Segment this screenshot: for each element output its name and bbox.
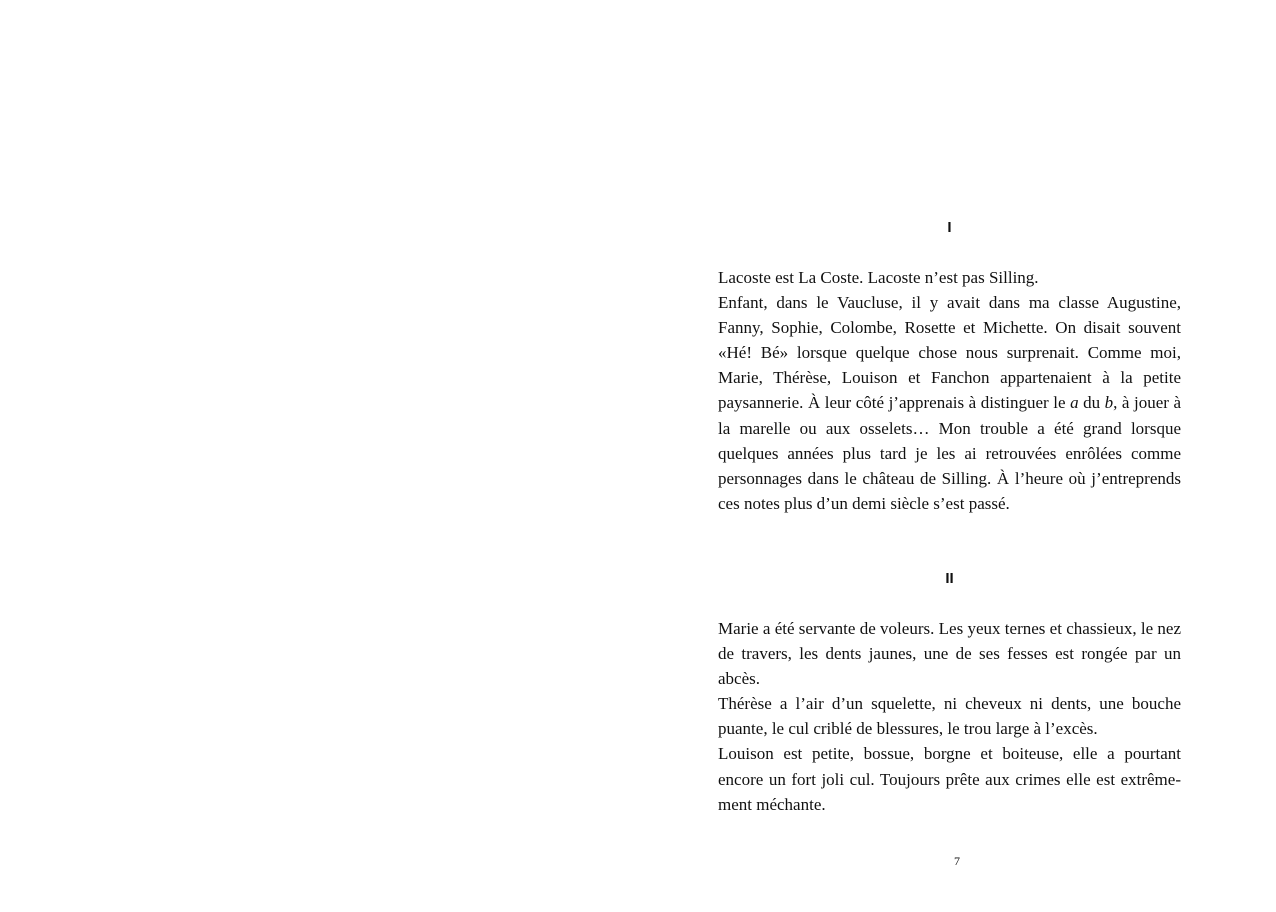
spacer <box>718 591 1181 616</box>
paragraph: Thérèse a l’air d’un squelette, ni cheveux ni dents, une bouche puante, le cul criblé de blessures, le trou large à l’excès. <box>718 694 1181 739</box>
section-heading-2: II <box>945 569 954 587</box>
italic-letter-b: b <box>1104 393 1114 413</box>
italic-letter-a: a <box>1070 393 1079 413</box>
paragraph: Lacoste est La Coste. Lacoste n’est pas Silling. <box>718 268 1039 287</box>
section-spacer <box>718 516 1181 566</box>
paragraph: Marie a été servante de voleurs. Les yeux ternes et chassieux, le nez de travers, les dents jaunes, une de ses fesses est rongée par un abcès. <box>718 618 1181 689</box>
paragraph: Enfant, dans le Vaucluse, il y avait dans ma classe Augustine, Fanny, Sophie, Colombe, Rosette et Michette. On disait souvent «Hé! Bé» lorsque quelque chose nous surprenait. Comme moi, Marie, Thérèse, Louison et Fanchon appartenaient à la petite paysannerie. À leur côté j’apprenais à distinguer le a du b, à jouer à la marelle ou aux osselets… Mon trouble a été grand lorsque quelques années plus tard je les ai retrouvées enrôlées comme personnages dans le château de Silling. À l’heure où j’entreprends ces notes plus d’un demi siècle s’est passé. <box>718 293 1182 513</box>
page-number-area <box>638 853 1276 869</box>
section-heading-1: I <box>947 219 952 236</box>
spacer <box>718 240 1181 265</box>
paragraph: Louison est petite, bossue, borgne et boiteuse, elle a pourtant encore un fort joli cul. Toujours prête aux crimes elle est extrême-ment méchante. <box>718 744 1181 814</box>
right-page <box>638 0 1276 912</box>
text-block <box>718 215 1181 817</box>
page-number: 7 <box>954 854 960 868</box>
